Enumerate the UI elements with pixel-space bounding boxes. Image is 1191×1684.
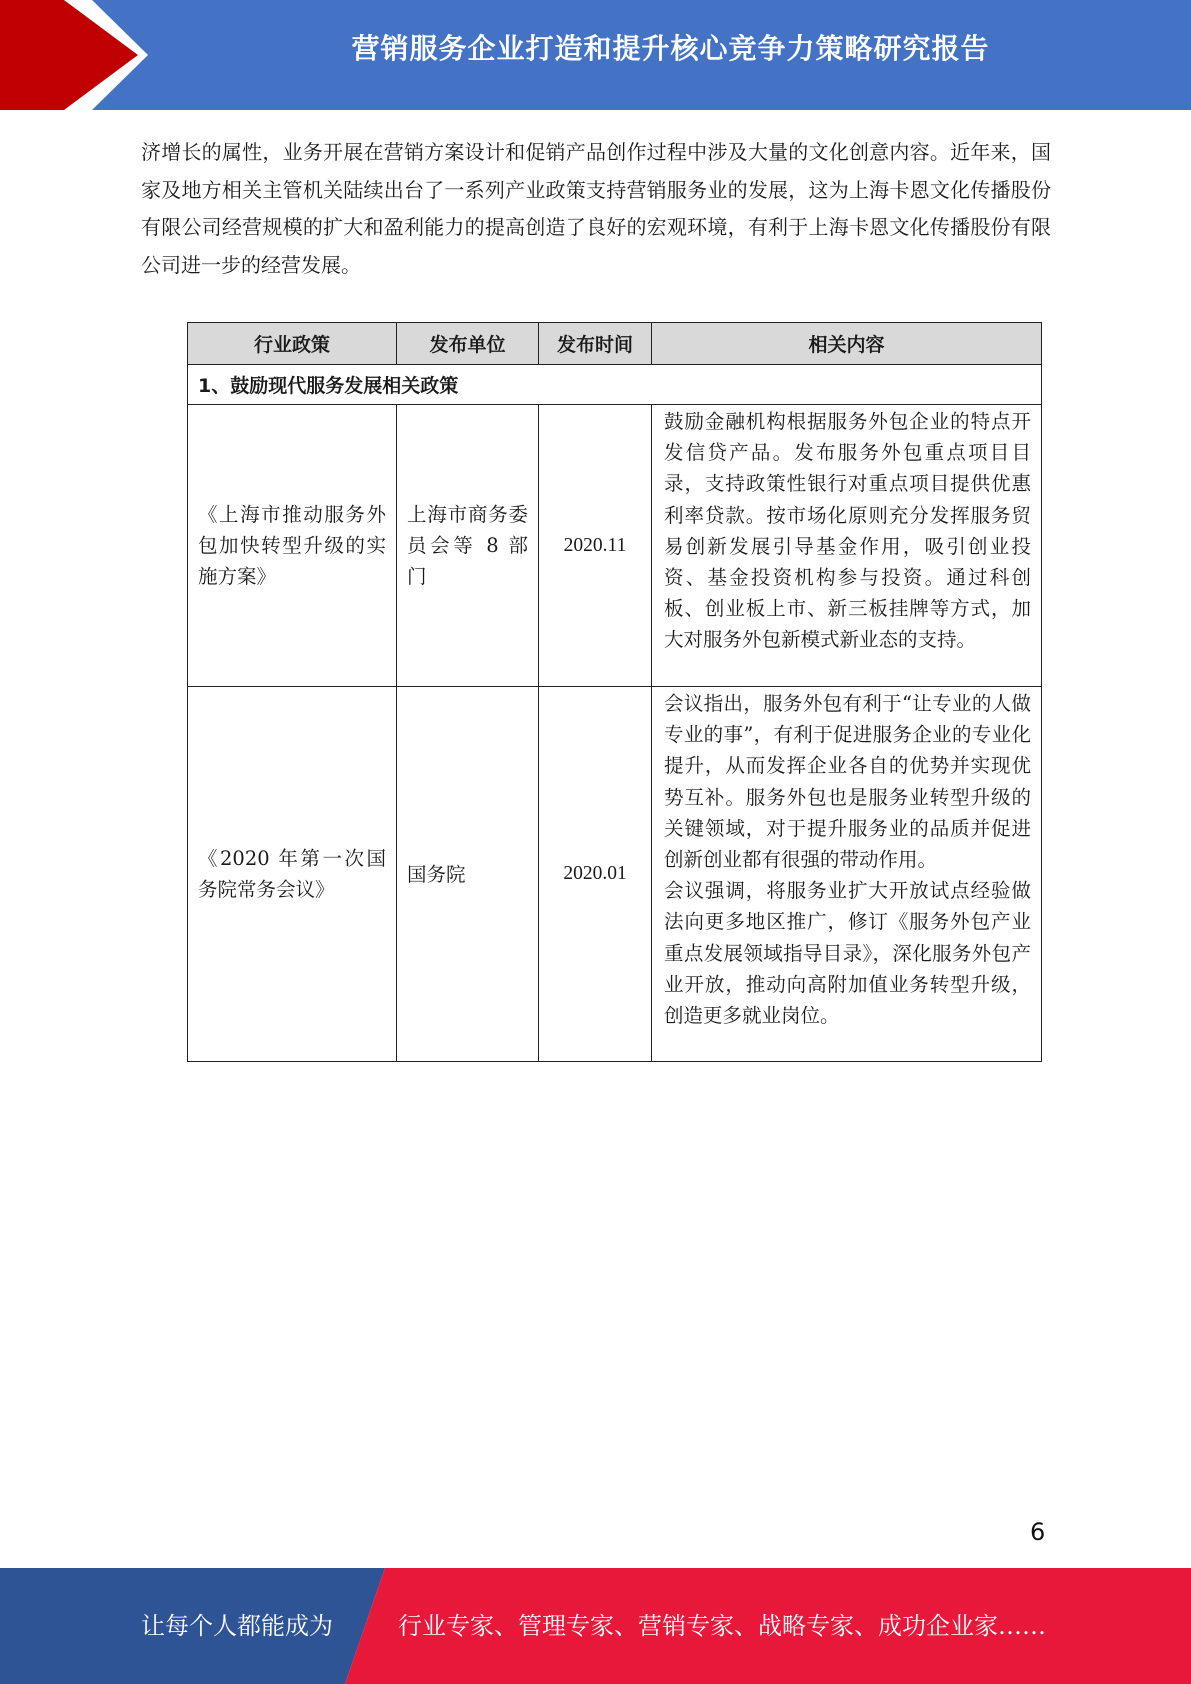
policy-date: 2020.11 xyxy=(539,405,652,687)
policy-date: 2020.01 xyxy=(539,687,652,1062)
header-date: 发布时间 xyxy=(539,323,652,365)
header-content: 相关内容 xyxy=(652,323,1042,365)
policy-table xyxy=(187,322,1042,1062)
policy-content-paragraph: 鼓励金融机构根据服务外包企业的特点开发信贷产品。发布服务外包重点项目目录，支持政策性银行对重点项目提供优惠利率贷款。按市场化原则充分发挥服务贸易创新发展引导基金作用，吸引创业投资、基金投资机构参与投资。通过科创板、创业板上市、新三板挂牌等方式，加大对服务外包新模式新业态的支持。 xyxy=(664,410,1031,652)
footer-slogan-right: 行业专家、管理专家、营销专家、战略专家、成功企业家…… xyxy=(398,1612,1046,1640)
policy-content xyxy=(652,687,1042,1062)
policy-issuer: 国务院 xyxy=(397,687,539,1062)
policy-content-paragraph: 会议指出，服务外包有利于“让专业的人做专业的事”，有利于促进服务企业的专业化提升，从而发挥企业各自的优势并实现优势互补。服务外包也是服务业转型升级的关键领域，对于提升服务业的品质并促进创新创业都有很强的带动作用。 xyxy=(664,692,1031,872)
table-header-row xyxy=(188,323,1042,365)
section-row xyxy=(188,365,1042,405)
page-number: 6 xyxy=(1030,1518,1046,1546)
policy-content xyxy=(652,405,1042,687)
footer-slogan-left: 让每个人都能成为 xyxy=(141,1612,333,1640)
table-row xyxy=(188,687,1042,1062)
policy-issuer: 上海市商务委员会等 8 部门 xyxy=(397,405,539,687)
intro-paragraph: 济增长的属性，业务开展在营销方案设计和促销产品创作过程中涉及大量的文化创意内容。近年来，国家及地方相关主管机关陆续出台了一系列产业政策支持营销服务业的发展，这为上海卡恩文化传播股份有限公司经营规模的扩大和盈利能力的提高创造了良好的宏观环境，有利于上海卡恩文化传播股份有限公司进一步的经营发展。 xyxy=(141,140,1051,277)
header-issuer: 发布单位 xyxy=(397,323,539,365)
header-policy: 行业政策 xyxy=(188,323,397,365)
policy-name: 《2020 年第一次国务院常务会议》 xyxy=(188,687,397,1062)
policy-name: 《上海市推动服务外包加快转型升级的实施方案》 xyxy=(188,405,397,687)
section-title: 1、鼓励现代服务发展相关政策 xyxy=(188,365,1042,405)
table-row xyxy=(188,405,1042,687)
policy-content-paragraph: 会议强调，将服务业扩大开放试点经验做法向更多地区推广，修订《服务外包产业重点发展领域指导目录》，深化服务外包产业开放，推动向高附加值业务转型升级，创造更多就业岗位。 xyxy=(664,879,1031,1028)
footer-banner xyxy=(0,1568,1191,1684)
report-title: 营销服务企业打造和提升核心竞争力策略研究报告 xyxy=(351,32,990,65)
header-banner xyxy=(0,0,1191,110)
